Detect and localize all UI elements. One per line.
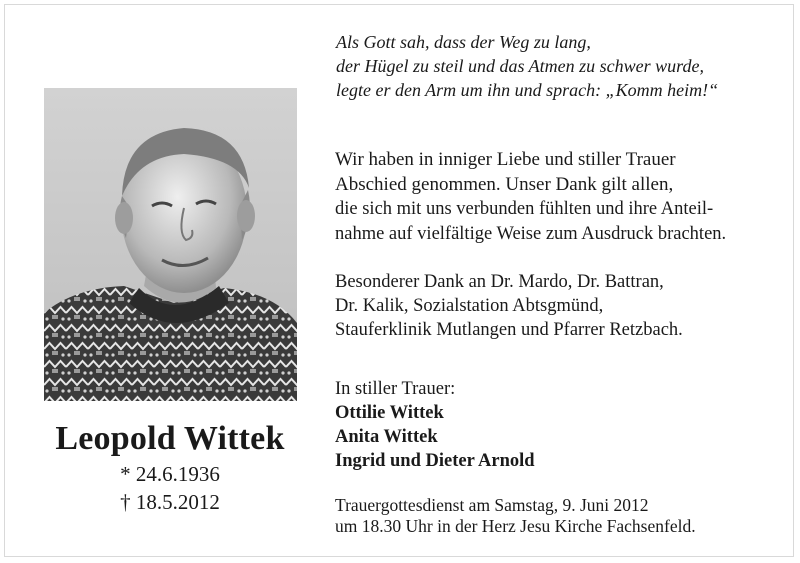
service-line: um 18.30 Uhr in der Herz Jesu Kirche Fachsenfeld. bbox=[335, 516, 696, 536]
deceased-name: Leopold Wittek bbox=[55, 420, 285, 457]
thanks-paragraph bbox=[335, 147, 795, 247]
poem-line: Als Gott sah, dass der Weg zu lang, bbox=[336, 32, 591, 52]
death-date: † 18.5.2012 bbox=[120, 490, 220, 514]
special-thanks-line: Dr. Kalik, Sozialstation Abtsgmünd, bbox=[335, 296, 604, 316]
thanks-line: nahme auf vielfältige Weise zum Ausdruck brachten. bbox=[335, 224, 727, 244]
mourners-intro: In stiller Trauer: bbox=[335, 379, 456, 399]
poem bbox=[336, 30, 796, 102]
special-thanks-line: Besonderer Dank an Dr. Mardo, Dr. Battran, bbox=[335, 272, 664, 292]
mourner-name: Ingrid und Dieter Arnold bbox=[335, 451, 535, 471]
birth-date: * 24.6.1936 bbox=[120, 462, 220, 486]
mourner-name: Ottilie Wittek bbox=[335, 403, 444, 423]
thanks-line: Abschied genommen. Unser Dank gilt allen, bbox=[335, 174, 674, 195]
service-line: Trauergottesdienst am Samstag, 9. Juni 2012 bbox=[335, 495, 649, 515]
portrait-photo bbox=[44, 88, 297, 401]
thanks-line: Wir haben in inniger Liebe und stiller Trauer bbox=[335, 149, 676, 170]
thanks-line: die sich mit uns verbunden fühlten und ihre Anteil- bbox=[335, 199, 714, 219]
service-info bbox=[335, 495, 795, 537]
poem-line: der Hügel zu steil und das Atmen zu schwer wurde, bbox=[336, 56, 704, 76]
special-thanks-line: Stauferklinik Mutlangen und Pfarrer Retzbach. bbox=[335, 320, 683, 340]
poem-line: legte er den Arm um ihn und sprach: „Komm heim!“ bbox=[336, 80, 719, 100]
portrait-illustration bbox=[44, 88, 297, 401]
mourners-block bbox=[335, 377, 795, 473]
special-thanks-paragraph bbox=[335, 270, 795, 342]
mourner-name: Anita Wittek bbox=[335, 427, 438, 447]
